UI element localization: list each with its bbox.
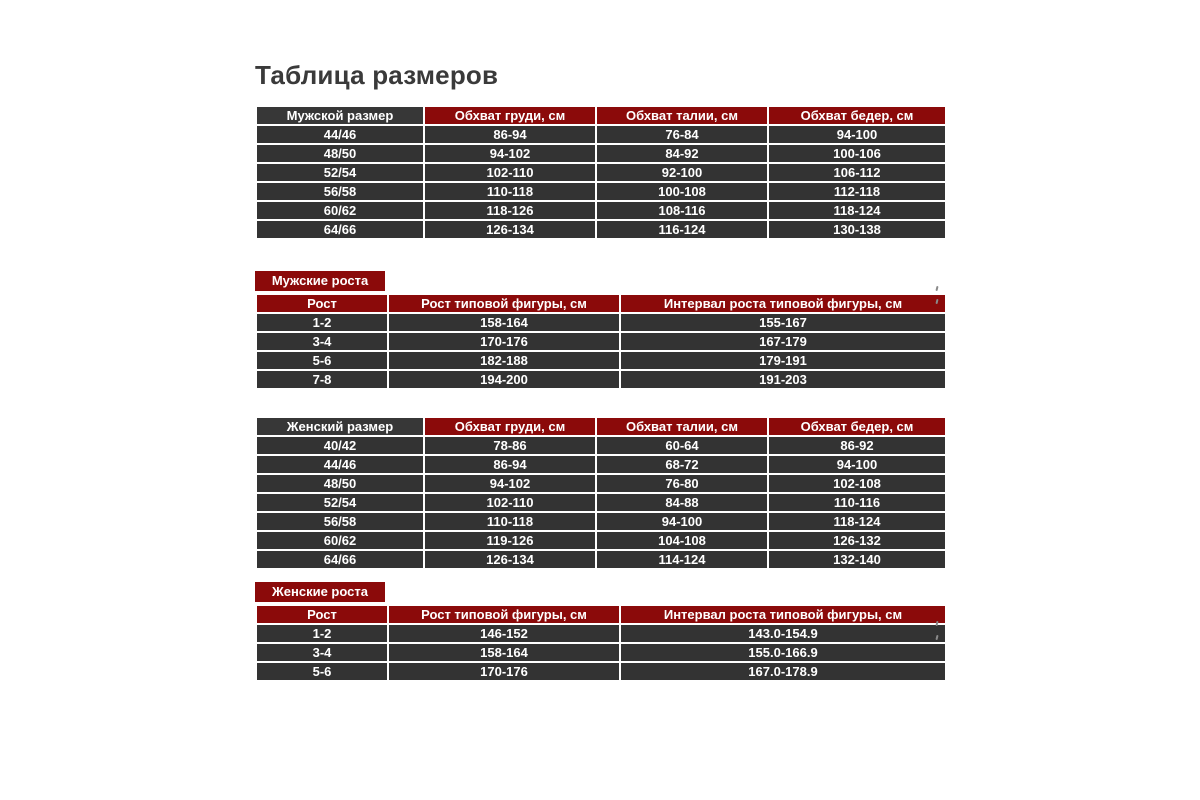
cell: 191-203 (620, 370, 946, 389)
table-row (256, 643, 946, 662)
cell: 155.0-166.9 (620, 643, 946, 662)
header-row (256, 417, 946, 436)
cell: 100-108 (596, 182, 768, 201)
cell: 60/62 (256, 531, 424, 550)
table-row (256, 370, 946, 389)
cell: 84-92 (596, 144, 768, 163)
cell: 56/58 (256, 182, 424, 201)
cell: 76-80 (596, 474, 768, 493)
header-row (256, 605, 946, 624)
cell: 56/58 (256, 512, 424, 531)
cell: 3-4 (256, 332, 388, 351)
table-row (256, 220, 946, 239)
cell: 132-140 (768, 550, 946, 569)
cell: 118-124 (768, 512, 946, 531)
cell: 102-110 (424, 493, 596, 512)
table-row (256, 474, 946, 493)
cell: 48/50 (256, 474, 424, 493)
table-row (256, 531, 946, 550)
column-header: Обхват бедер, см (768, 106, 946, 125)
cell: 112-118 (768, 182, 946, 201)
cell: 110-118 (424, 182, 596, 201)
women-height-table (255, 604, 947, 682)
cell: 118-126 (424, 201, 596, 220)
cell: 94-100 (596, 512, 768, 531)
table-row (256, 624, 946, 643)
table-row (256, 512, 946, 531)
cell: 3-4 (256, 643, 388, 662)
table-row (256, 332, 946, 351)
table-row (256, 662, 946, 681)
cell: 44/46 (256, 455, 424, 474)
cell: 167.0-178.9 (620, 662, 946, 681)
women-size-table (255, 416, 947, 570)
cell: 110-118 (424, 512, 596, 531)
cell: 94-100 (768, 125, 946, 144)
women-height-table-label: Женские роста (255, 582, 385, 602)
cell: 170-176 (388, 662, 620, 681)
cell: 116-124 (596, 220, 768, 239)
page-title: Таблица размеров (255, 60, 499, 90)
table-row (256, 351, 946, 370)
cell: 102-110 (424, 163, 596, 182)
cell: 167-179 (620, 332, 946, 351)
cell: 68-72 (596, 455, 768, 474)
cell: 48/50 (256, 144, 424, 163)
cell: 170-176 (388, 332, 620, 351)
column-header: Интервал роста типовой фигуры, см (620, 605, 946, 624)
cell: 5-6 (256, 351, 388, 370)
table-row (256, 125, 946, 144)
cell: 86-92 (768, 436, 946, 455)
cell: 194-200 (388, 370, 620, 389)
cell: 118-124 (768, 201, 946, 220)
cell: 84-88 (596, 493, 768, 512)
cell: 76-84 (596, 125, 768, 144)
cell: 110-116 (768, 493, 946, 512)
cell: 86-94 (424, 125, 596, 144)
cell: 78-86 (424, 436, 596, 455)
cell: 182-188 (388, 351, 620, 370)
cell: 60-64 (596, 436, 768, 455)
header-row (256, 294, 946, 313)
cell: 108-116 (596, 201, 768, 220)
cell: 64/66 (256, 550, 424, 569)
cell: 64/66 (256, 220, 424, 239)
column-header: Обхват груди, см (424, 106, 596, 125)
cell: 60/62 (256, 201, 424, 220)
table-row (256, 455, 946, 474)
cell: 40/42 (256, 436, 424, 455)
cell: 1-2 (256, 313, 388, 332)
cell: 158-164 (388, 643, 620, 662)
cell: 179-191 (620, 351, 946, 370)
cell: 143.0-154.9 (620, 624, 946, 643)
cell: 94-100 (768, 455, 946, 474)
cell: 106-112 (768, 163, 946, 182)
cell: 7-8 (256, 370, 388, 389)
table-row (256, 182, 946, 201)
cell: 146-152 (388, 624, 620, 643)
cell: 130-138 (768, 220, 946, 239)
cell: 126-134 (424, 220, 596, 239)
table-row (256, 436, 946, 455)
cell: 94-102 (424, 144, 596, 163)
column-header: Рост (256, 294, 388, 313)
cell: 126-132 (768, 531, 946, 550)
column-header: Обхват груди, см (424, 417, 596, 436)
cell: 155-167 (620, 313, 946, 332)
table-row (256, 493, 946, 512)
men-size-table (255, 105, 947, 240)
column-header: Мужской размер (256, 106, 424, 125)
cell: 92-100 (596, 163, 768, 182)
column-header: Обхват талии, см (596, 417, 768, 436)
cell: 1-2 (256, 624, 388, 643)
cell: 102-108 (768, 474, 946, 493)
cell: 86-94 (424, 455, 596, 474)
header-row (256, 106, 946, 125)
men-height-table-label: Мужские роста (255, 271, 385, 291)
cell: 100-106 (768, 144, 946, 163)
column-header: Обхват бедер, см (768, 417, 946, 436)
cell: 126-134 (424, 550, 596, 569)
table-row (256, 550, 946, 569)
table-row (256, 144, 946, 163)
cell: 119-126 (424, 531, 596, 550)
cell: 158-164 (388, 313, 620, 332)
men-height-block (255, 271, 945, 390)
cell: 5-6 (256, 662, 388, 681)
cell: 114-124 (596, 550, 768, 569)
column-header: Рост типовой фигуры, см (388, 605, 620, 624)
column-header: Интервал роста типовой фигуры, см (620, 294, 946, 313)
cell: 104-108 (596, 531, 768, 550)
column-header: Обхват талии, см (596, 106, 768, 125)
column-header: Женский размер (256, 417, 424, 436)
men-height-table (255, 293, 947, 390)
table-row (256, 313, 946, 332)
size-chart-section (255, 60, 945, 682)
cell: 94-102 (424, 474, 596, 493)
table-row (256, 201, 946, 220)
women-height-block (255, 582, 945, 682)
column-header: Рост (256, 605, 388, 624)
cell: 52/54 (256, 163, 424, 182)
table-row (256, 163, 946, 182)
column-header: Рост типовой фигуры, см (388, 294, 620, 313)
cell: 44/46 (256, 125, 424, 144)
cell: 52/54 (256, 493, 424, 512)
